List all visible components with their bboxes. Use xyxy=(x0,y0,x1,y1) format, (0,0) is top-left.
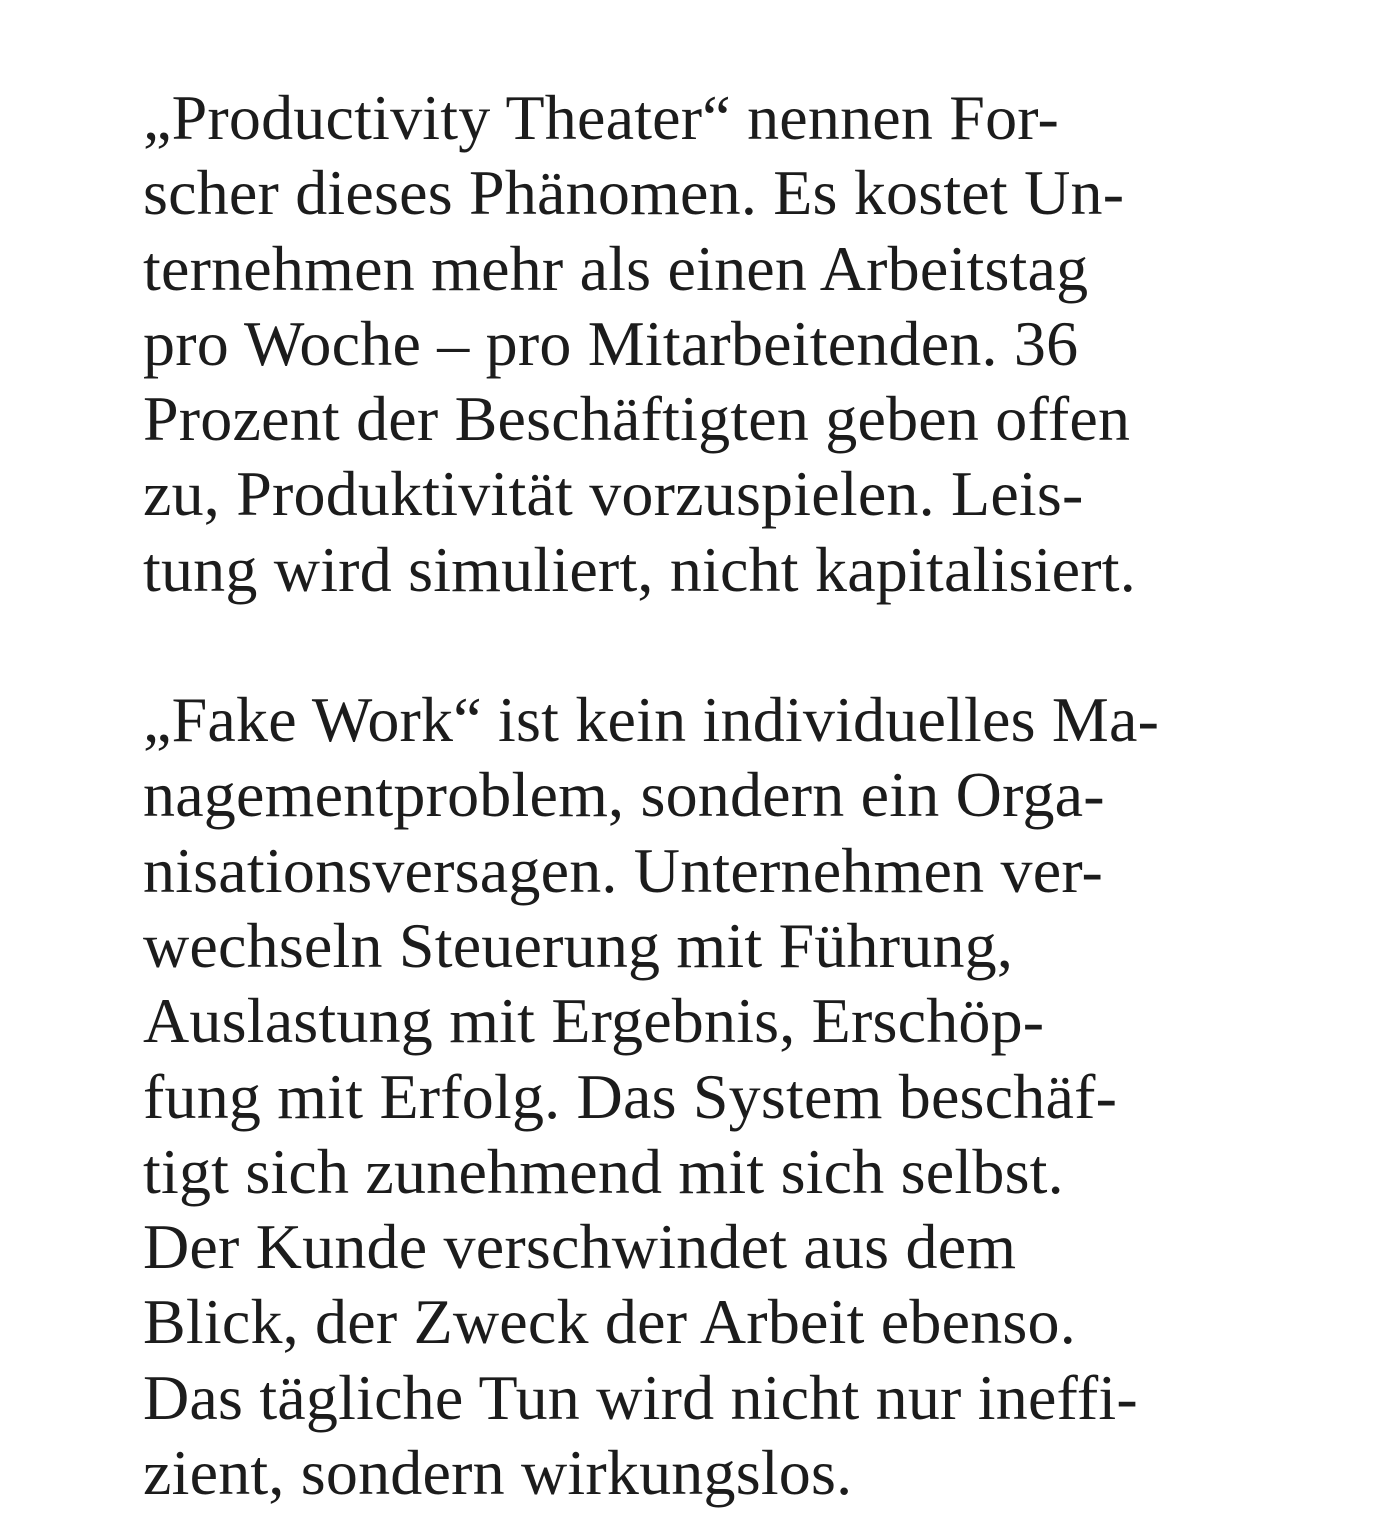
text-line: Der Kunde verschwindet aus dem xyxy=(143,1211,1017,1283)
text-line: tigt sich zunehmend mit sich selbst. xyxy=(143,1135,1064,1207)
paragraph-fake-work xyxy=(143,682,1343,1510)
text-line: pro Woche – pro Mitarbeitenden. 36 xyxy=(143,307,1079,379)
text-line: „Fake Work“ ist kein individuelles Ma- xyxy=(143,684,1160,756)
text-line: tung wird simuliert, nicht kapitalisiert. xyxy=(143,533,1136,605)
text-line: zu, Produktivität vorzuspielen. Leis- xyxy=(143,458,1084,530)
text-line: Auslastung mit Ergebnis, Erschöp- xyxy=(143,985,1045,1057)
text-line: wechseln Steuerung mit Führung, xyxy=(143,909,1014,981)
text-line: ternehmen mehr als einen Arbeitstag xyxy=(143,232,1089,304)
paragraph-productivity-theater xyxy=(143,80,1343,607)
text-line: Prozent der Beschäftigten geben offen xyxy=(143,383,1131,455)
text-line: fung mit Erfolg. Das System beschäf- xyxy=(143,1060,1118,1132)
article-body xyxy=(143,80,1343,1510)
text-line: nagementproblem, sondern ein Orga- xyxy=(143,759,1105,831)
text-line: zient, sondern wirkungslos. xyxy=(143,1437,853,1509)
text-line: nisationsversagen. Unternehmen ver- xyxy=(143,834,1104,906)
text-line: Das tägliche Tun wird nicht nur ineffi- xyxy=(143,1361,1138,1433)
text-line: „Productivity Theater“ nennen For- xyxy=(143,82,1060,153)
text-line: Blick, der Zweck der Arbeit ebenso. xyxy=(143,1286,1076,1358)
text-line: scher dieses Phänomen. Es kostet Un- xyxy=(143,157,1125,229)
